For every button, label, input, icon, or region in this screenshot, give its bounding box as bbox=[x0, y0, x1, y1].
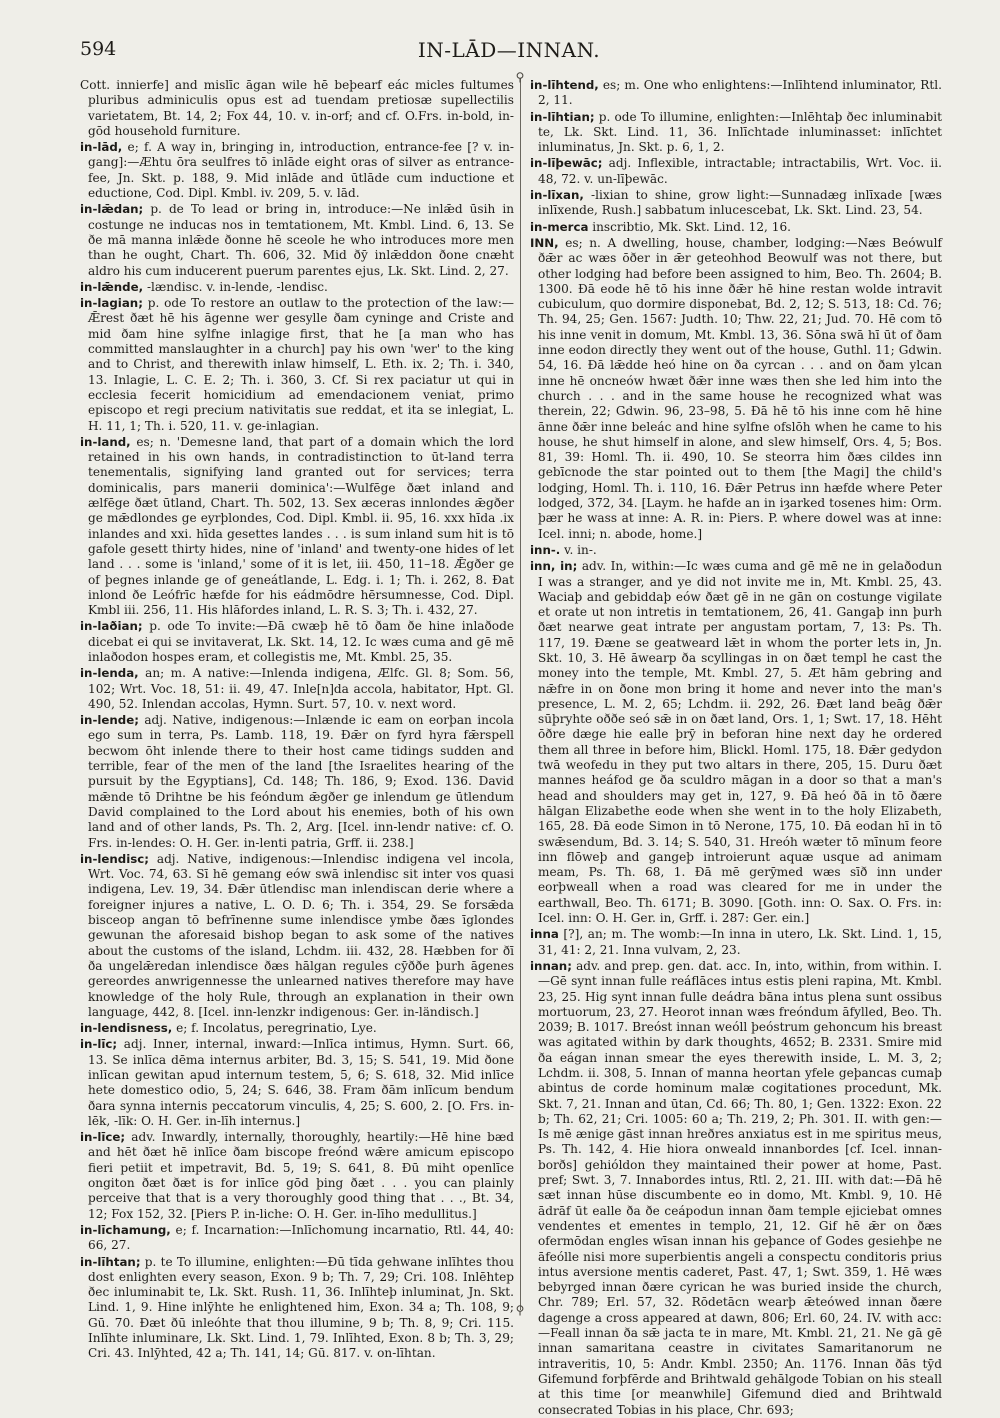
entry-text: p. ode To invite:—Ðā cwæþ hē tō ðam ðe hine inlaðode dicebat ei qui se invitaverat, Lk. Skt. 14, 12. Ic wæs cuma and gē mē inlaðodon hospes eram, et collegistis me, Mt. Kmbl. 25, 35. bbox=[88, 619, 514, 664]
left-column bbox=[80, 78, 514, 1361]
entry-text: e; f. Incolatus, peregrinatio, Lye. bbox=[176, 1021, 377, 1036]
headword: in-laðian; bbox=[80, 619, 143, 634]
headword: in-līhtend, bbox=[530, 78, 599, 92]
dictionary-entry bbox=[80, 619, 514, 665]
fleuron-bottom-icon: ⚲ bbox=[515, 1303, 525, 1317]
dictionary-entry bbox=[530, 78, 942, 109]
dictionary-entry bbox=[530, 110, 942, 156]
entry-text: adv. and prep. gen. dat. acc. In, into, within, from within. I.—Gē synt innan fulle reáflāces intus estis pleni rapina, Mt. Kmbl. 23, 25. Hig synt innan fulle deádra bāna intus plena sunt ossibus mortuorum, 23, 27. Heorot innan wæs freóndum āfylled, Beo. Th. 2039; B. 1017. Breóst innan weóll þeóstrum gehoncum his breast was agitated within by dark thoughts, 4652; B. 2331. Smire mid ða eágan innan smear the eyes therewith inside, L. M. 3, 2; Lchdm. ii. 308, 5. Innan of manna heortan yfele geþancas cumaþ abintus de corde hominum malæ cogitationes procedunt, Mk. Skt. 7, 21. Innan and ūtan, Cd. 66; Th. 80, 1; Gen. 1322: Exon. 22 b; Th. 62, 21; Cri. 1005: 60 a; Th. 219, 2; Ph. 301. II. with gen:—Is mē ænige gāst innan hreðres anxiatus est in me spiritus meus, Ps. Th. 142, 4. Hie hiora onweald innanbordes [cf. Icel. innan-borðs] gehióldon they maintained their power at home, Past. pref; Swt. 3, 7. Innabordes intus, Rtl. 2, 21. III. with dat:—Ðā hē sæt innan hūse discumbente eo in domo, Mt. Kmbl. 9, 10. Hē ādrāf ūt ealle ða ðe ceápodun innan ðam temple ejiciebat omnes vendentes et ementes in templo, 21, 12. Gif hē ǣr on ðæs ofermōdan engles wīsan innan his geþance of Godes gesiehþe ne āfeólle nisi more superbientis angeli a conspectu conditoris prius intus aversione mentis caderet, Past. 47, 1; Swt. 359, 1. Hē wæs bebyrged innan ðære cyrican he was buried inside the church, Chr. 789; Erl. 57, 32. Rōdetācn wearþ ǣteówed innan ðære dagenge a cross appeared at dawn, 806; Erl. 60, 24. IV. with acc:—Feall innan ða sǣ jacta te in mare, Mt. Kmbl. 21, 21. Ne gā gē innan samaritana ceastre in civitates Samaritanorum ne intraveritis, 10, 5: Andr. Kmbl. 2350; An. 1176. Innan ðās tȳd Gifemund forþfērde and Brihtwald gehālgode Tobian on his steall at this time [or meanwhile] Gifemund died and Brihtwald consecrated Tobias in his place, Chr. 693; bbox=[538, 958, 942, 1417]
entry-text: p. te To illumine, enlighten:—Ðū tīda gehwane inlīhtes thou dost enlighten every season, Exon. 9 b; Th. 7, 29; Cri. 108. Inlēhtep ðec inluminabit te, Lk. Skt. Rush. 11, 36. Inlīhteþ inluminat, Jn. Skt. Lind. 1, 9. Hine inlȳhte he enlightened him, Exon. 34 a; Th. 108, 9; Gū. 70. Ðæt ðū inleóhte that thou illumine, 9 b; Th. 8, 9; Cri. 115. Inlīhte inluminare, Lk. Skt. Lind. 1, 79. Inlīhted, Exon. 8 b; Th. 3, 29; Cri. 43. Inlȳhted, 42 a; Th. 141, 14; Gū. 817. v. on-līhtan. bbox=[88, 1254, 514, 1361]
dictionary-entry bbox=[530, 959, 942, 1418]
entry-text: es; n. 'Demesne land, that part of a domain which the lord retained in his own hands, in contradistinction to ūt-land terra tenementalis, signifying land granted out for services; terra dominicalis, pars manerii dominica':—Wulfēge ðæt inland and ælfēge ðæt ūtland, Chart. Th. 502, 13. Sex æceras innlondes ǣgðer ge mǣdlondes ge eyrþlondes, Cod. Dipl. Kmbl. ii. 95, 16. xxx hīda .ix inlandes and xxi. hīda gesettes landes . . . is sum inland sum hit is tō gafole gesett thirty hides, nine of 'inland' and twenty-one hides of let land . . . some is 'inland,' some of it is let, iii. 450, 11–18. Ǣgðer ge of þegnes inlande ge of geneátlande, L. Edg. i. 1; Th. i. 262, 8. Ðat inlond ðe Leófrīc hæfde for his eádmōdre hērsumnesse, Cod. Dipl. Kmbl iii. 256, 11. His hlāfordes inland, L. R. S. 3; Th. i. 432, 27. bbox=[88, 434, 514, 618]
right-column bbox=[530, 78, 942, 1417]
headword: inn-. bbox=[530, 542, 561, 557]
headword: in-land, bbox=[80, 434, 131, 449]
headword: in-lendisness, bbox=[80, 1021, 173, 1036]
dictionary-entry bbox=[80, 1255, 514, 1362]
dictionary-entry bbox=[530, 156, 942, 187]
dictionary-entry bbox=[530, 188, 942, 219]
dictionary-entry bbox=[80, 435, 514, 619]
column-rule bbox=[520, 78, 521, 1310]
entry-text: e; f. A way in, bringing in, introduction, entrance-fee [? v. in-gang]:—Æhtu ōra seulfres tō inlāde eight oras of silver as entrance-fee, Jn. Skt. p. 188, 9. Mid inlāde and ūtlāde cum inductione et eductione, Cod. Dipl. Kmbl. iv. 209, 5. v. lād. bbox=[88, 140, 514, 201]
dictionary-entry bbox=[80, 852, 514, 1020]
dictionary-entry bbox=[80, 280, 514, 295]
dictionary-entry bbox=[80, 1223, 514, 1254]
entry-text: Cott. innierfe] and mislīc āgan wile hē beþearf eác micles fultumes pluribus adminiculis opus est ad tuendam pretiosæ supellectilis varietatem, Bt. 14, 2; Fox 44, 10. v. in-orf; and cf. O.Frs. in-bold, in-gōd household furniture. bbox=[80, 78, 514, 138]
dictionary-entry bbox=[530, 559, 942, 926]
dictionary-entry bbox=[80, 1021, 514, 1036]
headword: innan; bbox=[530, 958, 572, 973]
entry-text: -lændisc. v. in-lende, -lendisc. bbox=[146, 279, 328, 294]
entry-text: p. ode To illumine, enlighten:—Inlēhtaþ ðec inluminabit te, Lk. Skt. Lind. 11, 36. Inlīchtade inluminasset: inlīchtet inluminatus, Jn. Skt. p. 6, 1, 2. bbox=[538, 109, 942, 155]
dictionary-entry bbox=[80, 666, 514, 712]
headword: in-līhtian; bbox=[530, 109, 595, 124]
entry-text: adj. Native, indigenous:—Inlænde ic eam on eorþan incola ego sum in terra, Ps. Lamb. 118, 19. Ðǣr on fyrd hyra fǣrspell becwom ōht inlende there to their host came tidings sudden and terrible, fear of the men of the land [the Israelites hearing of the pursuit by the Egyptians], Cd. 148; Th. 186, 9; Exod. 136. David mǣnde tō Drihtne be his feóndum ǣgðer ge inlendum ge ūtlendum David complained to the Lord about his enemies, both of his own land and of other lands, Ps. Th. 2, Arg. [Icel. inn-lendr native: cf. O. Frs. in-lendes: O. H. Ger. in-lenti patria, Grff. ii. 238.] bbox=[88, 713, 514, 850]
headword: inn, in; bbox=[530, 559, 578, 574]
dictionary-entry bbox=[80, 78, 514, 139]
headword: in-lendisc; bbox=[80, 851, 150, 866]
headword: in-merca bbox=[530, 219, 589, 234]
dictionary-entry bbox=[80, 140, 514, 201]
dictionary-entry bbox=[530, 543, 942, 558]
entry-text: p. de To lead or bring in, introduce:—Ne inlǣd ūsih in costunge ne inducas nos in temtationem, Mt. Kmbl. Lind. 6, 13. Se ðe mā manna inlǣde ðonne hē sceole he who introduces more men than he ought, Chart. Th. 606, 32. Mid ðȳ inlǣddon ðone cnæht aldro his cum inducerent puerum parentes ejus, Lk. Skt. Lind. 2, 27. bbox=[88, 202, 514, 278]
entry-text: inscribtio, Mk. Skt. Lind. 12, 16. bbox=[592, 219, 791, 234]
entry-text: es; n. A dwelling, house, chamber, lodging:—Næs Beówulf ðǣr ac wæs ōðer in ǣr geteohhod Beowulf was not there, but other lodging had before been assigned to him, Beo. Th. 2604; B. 1300. Ðā eode hē tō his inne ðǣr hē hine restan wolde intravit cubiculum, quo dormire disponebat, Bd. 2, 12; S. 513, 18: Cd. 76; Th. 94, 25; Gen. 1567: Judth. 10; Thw. 22, 21; Jud. 70. Hē com tō his inne venit in domum, Mt. Kmbl. 13, 36. Sōna swā hī ūt of ðam inne eodon directly they went out of the house, Guthl. 11; Gdwin. 54, 16. Ðā lǣdde heó hine on ða cyrcan . . . and on ðam ylcan inne hē oncneów hwæt ðǣr inne wæs then she led him into the church . . . and in the same house he recognized what was therein, 22; Gdwin. 96, 23–98, 5. Ðā hē tō his inne com hē hine ānne ðǣr inne beleác and hine sylfne ofslōh when he came to his house, he shut himself in alone, and slew himself, Ors. 4, 5; Bos. 81, 39: Homl. Th. ii. 490, 10. Se steorra him ðæs cildes inn gebīcnode the star pointed out to them [the Magi] the child's lodging, Homl. Th. i. 110, 16. Ðǣr Petrus inn hæfde where Peter lodged, 372, 34. [Laym. he hafde an in iȝarked tosenes him: Orm. þær he wass at inne: A. R. in: Piers. P. where dowel was at inne: Icel. inni; n. abode, home.] bbox=[538, 235, 942, 541]
headword: in-līchamung, bbox=[80, 1222, 171, 1237]
headword: in-lagian; bbox=[80, 296, 143, 311]
entry-text: adv. Inwardly, internally, thoroughly, heartily:—Hē hine bæd and hēt ðæt hē inlīce ðam biscope freónd wǣre amicum episcopo fieri petiit et impetravit, Bd. 5, 19; S. 641, 8. Ðū miht openlīce ongiton ðæt ðæt is for inlīce gōd þing ðæt . . . you can plainly perceive that that is a very thoroughly good thing that . . ., Bt. 34, 12; Fox 152, 32. [Piers P. in-liche: O. H. Ger. in-līho medullitus.] bbox=[88, 1130, 514, 1221]
headword: in-lenda, bbox=[80, 666, 139, 681]
headword: in-līhtan; bbox=[80, 1254, 141, 1269]
dictionary-entry bbox=[530, 220, 942, 235]
headword: in-līþewāc; bbox=[530, 156, 603, 171]
headword: in-līc; bbox=[80, 1037, 118, 1052]
dictionary-entry bbox=[80, 1037, 514, 1129]
dictionary-entry bbox=[80, 202, 514, 278]
fleuron-top-icon: ⚲ bbox=[515, 70, 525, 84]
dictionary-entry bbox=[530, 927, 942, 958]
entry-text: adj. Inflexible, intractable; intractabilis, Wrt. Voc. ii. 48, 72. v. un-līþewāc. bbox=[538, 156, 942, 186]
headword: INN, bbox=[530, 235, 559, 250]
entry-text: p. ode To restore an outlaw to the protection of the law:—Ǣrest ðæt hē his āgenne wer gesylle ðam cyninge and Criste and mid ðam hine sylfne inlagige first, that he [a man who has committed manslaughter in a church] pay his own 'wer' to the king and to Christ, and therewith inlaw himself, L. Eth. ix. 2; Th. i. 340, 13. Inlagie, L. C. E. 2; Th. i. 360, 3. Cf. Si rex paciatur ut qui in ecclesia fecerit homicidium ad emendacionem veniat, primo episcopo et regi precium nativitatis sue reddat, et ita se inlegiat, L. H. 11, 1; Th. i. 520, 11. v. ge-inlagian. bbox=[88, 296, 514, 433]
headword: in-līxan, bbox=[530, 188, 584, 203]
headword: in-lende; bbox=[80, 713, 139, 728]
entry-text: adv. In, within:—Ic wæs cuma and gē mē ne in gelaðodun I was a stranger, and ye did not invite me in, Mt. Kmbl. 25, 43. Waciaþ and gebiddaþ eów ðæt gē in ne gān on costunge vigilate et orate ut non intretis in temtationem, 26, 41. Gangaþ inn þurh ðæt nearwe geat intrate per angustam portam, 7, 13: Ps. Th. 117, 19. Ðæne se geatweard lǣt in whom the porter lets in, Jn. Skt. 10, 3. Hē āwearp ða scyllingas in on ðæt templ he cast the money into the temple, Mt. Kmbl. 27, 5. Æt hām gebring and nǣfre in on ðone mon bring it home and never into the man's presence, L. M. 2, 65; Lchdm. ii. 292, 26. Ðæt land beāg ðǣr sūþryhte oððe seó sǣ in on ðæt land, Ors. 1, 1; Swt. 17, 18. Hēht ōðre dæge hie ealle þrȳ in beforan hine next day he ordered them all three in before him, Blickl. Homl. 175, 18. Ðǣr gedydon twā weofedu in they put two altars in there, 205, 15. Duru ðæt mannes heáfod ge ða sculdro māgan in a door so that a man's head and shoulders may get in, 127, 9. Ðā heó ðā in tō ðære hālgan Elizabethe eode when she went in to the holy Elizabeth, 165, 28. Ðā eode Simon in tō Nerone, 175, 10. Ðā eodan hī in tō swǣsendum, Bd. 3. 14; S. 540, 31. Hreóh wæter tō mīnum feore inn flōweþ and gangeþ introierunt aquæ usque ad animam meam, Ps. Th. 68, 1. Ðā mē gerȳmed wæs sīð inn under eorþweall when a road was cleared for me in under the earthwall, Beo. Th. 6171; B. 3090. [Goth. inn: O. Sax. O. Frs. in: Icel. inn: O. H. Ger. in, Grff. i. 287: Ger. ein.] bbox=[538, 559, 942, 926]
page-header bbox=[80, 38, 938, 68]
entry-text: -lixian to shine, grow light:—Sunnadæg inlīxade [wæs inlīxende, Rush.] sabbatum inlucescebat, Lk. Skt. Lind. 23, 54. bbox=[538, 188, 942, 218]
headword: in-lǣnde, bbox=[80, 279, 144, 294]
entry-text: adj. Native, indigenous:—Inlendisc indigena vel incola, Wrt. Voc. 74, 63. Sī hē gemang eów swā inlendisc sit inter vos quasi indigena, Lev. 19, 34. Ðǣr ūtlendisc man inlendiscan derie where a foreigner injures a native, L. O. D. 6; Th. i. 354, 29. Se forsǣda bisceop angan tō befrīnenne sume inlendisce ymbe ðæs īglondes gewunan the aforesaid bishop began to ask some of the natives about the customs of the island, Lchdm. iii. 432, 28. Hæbben for ðī ða ungelǣredan inlendisce ðæs hālgan regules cȳððe þurh āgenes gereordes anwrigennesse the unlearned natives therefore may have knowledge of the holy Rule, through an explanation in their own language, 442, 8. [Icel. inn-lenzkr indigenous: Ger. in-ländisch.] bbox=[88, 851, 514, 1019]
headword: in-lād, bbox=[80, 140, 123, 155]
entry-text: e; f. Incarnation:—Inlīchomung incarnatio, Rtl. 44, 40: 66, 27. bbox=[88, 1222, 514, 1253]
headword: in-lǣdan; bbox=[80, 202, 144, 217]
running-title: IN-LĀD—INNAN. bbox=[417, 38, 601, 62]
entry-text: [?], an; m. The womb:—In inna in utero, Lk. Skt. Lind. 1, 15, 31, 41: 2, 21. Inna vulvam, 2, 23. bbox=[538, 927, 942, 957]
entry-text: v. in-. bbox=[564, 542, 597, 557]
dictionary-entry bbox=[80, 296, 514, 434]
headword: inna bbox=[530, 927, 559, 942]
dictionary-entry bbox=[530, 236, 942, 542]
headword: in-līce; bbox=[80, 1130, 126, 1145]
dictionary-entry bbox=[80, 1130, 514, 1222]
entry-text: adj. Inner, internal, inward:—Inlīca intimus, Hymn. Surt. 66, 13. Se inlīca dēma internus arbiter, Bd. 3, 15; S. 541, 19. Mid ðone inlīcan gewitan apud internum testem, 5, 6; S. 618, 32. Mid inlīce hete domestico odio, 5, 24; S. 646, 38. Fram ðām inlīcum bendum ðara synna internis peccatorum vinculis, 4, 25; S. 600, 2. [O. Frs. in-lēk, -līk: O. H. Ger. in-līh internus.] bbox=[88, 1037, 514, 1128]
dictionary-entry bbox=[80, 713, 514, 851]
page-number: 594 bbox=[80, 38, 117, 60]
entry-text: an; m. A native:—Inlenda indigena, Ælfc. Gl. 8; Som. 56, 102; Wrt. Voc. 18, 51: ii. 49, 47. Inle[n]da accola, habitator, Hpt. Gl. 490, 52. Inlendan accolas, Hymn. Surt. 57, 10. v. next word. bbox=[88, 666, 514, 711]
entry-text: es; m. One who enlightens:—Inlīhtend inluminator, Rtl. 2, 11. bbox=[538, 78, 942, 108]
